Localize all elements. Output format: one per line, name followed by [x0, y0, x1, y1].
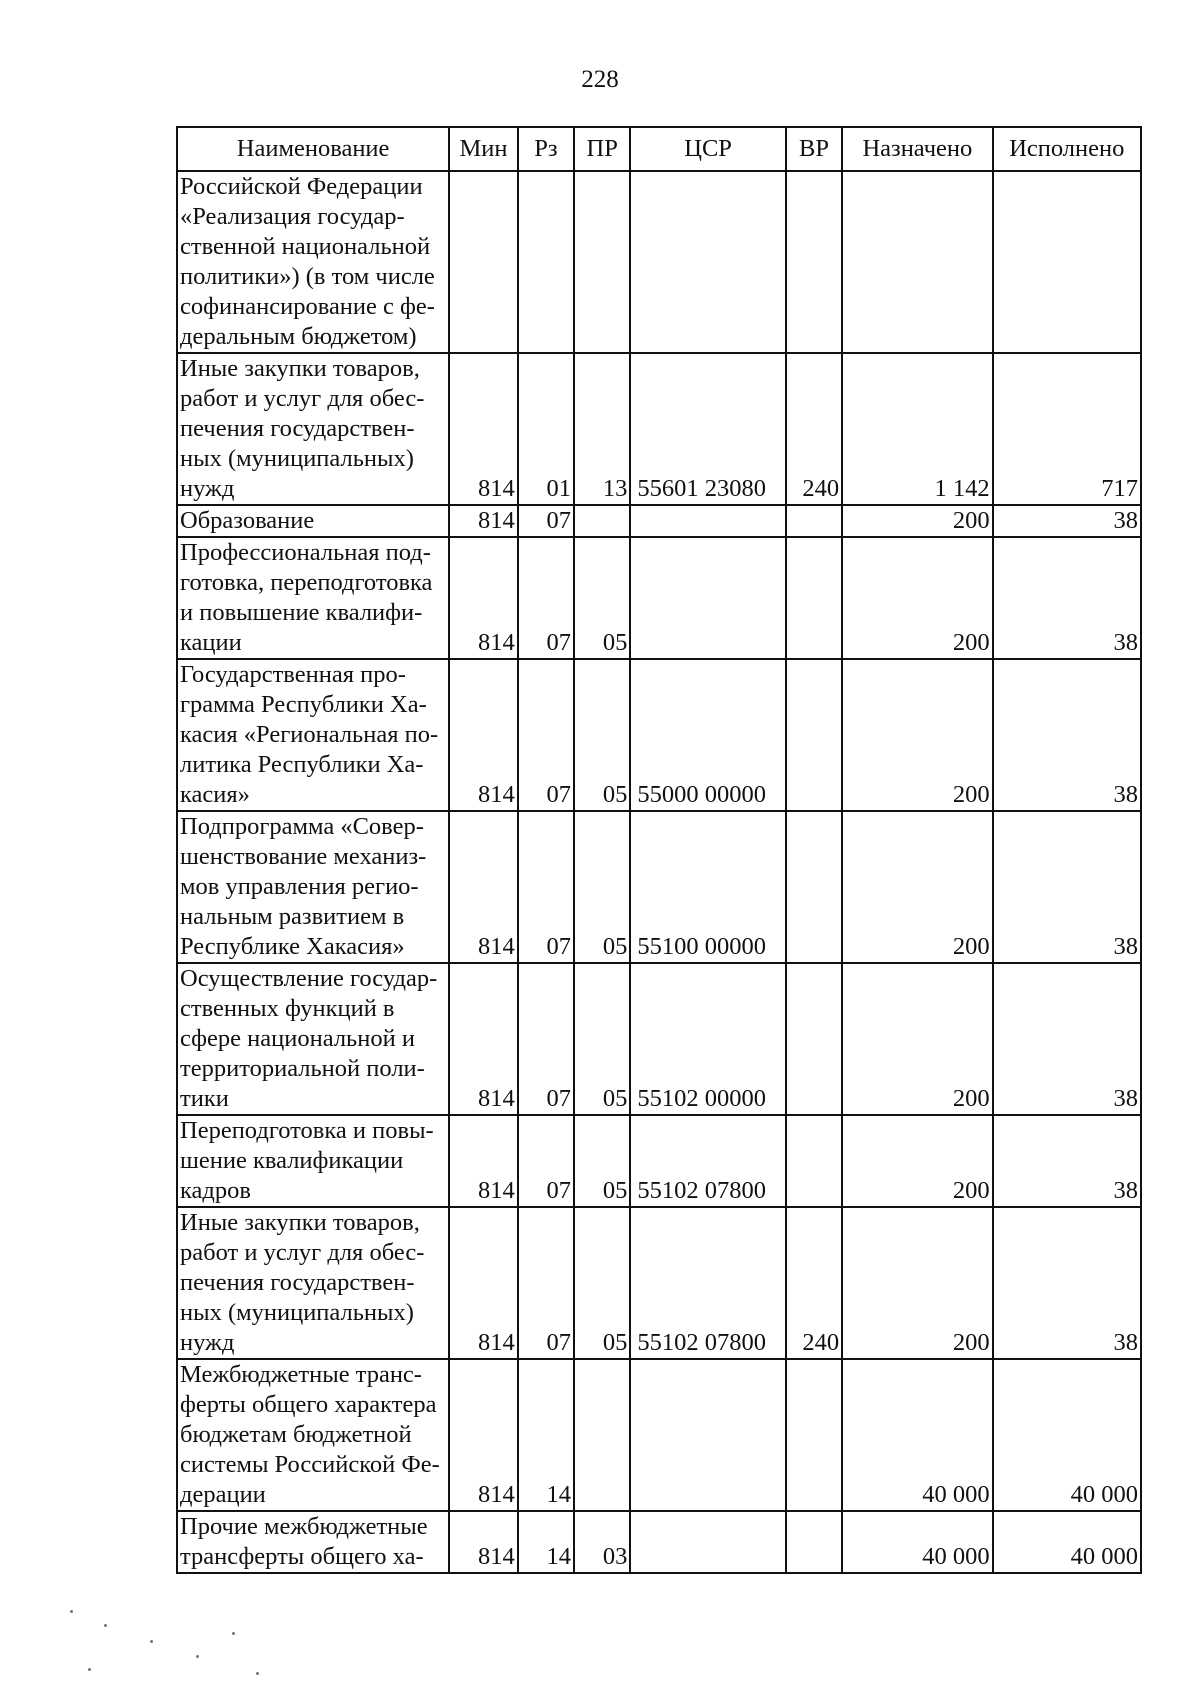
- cell-min: 814: [449, 659, 518, 811]
- cell-assigned: 200: [842, 811, 992, 963]
- scan-artifact: [196, 1655, 199, 1658]
- cell-assigned: 200: [842, 1207, 992, 1359]
- table-row: [177, 1359, 1141, 1511]
- cell-csr: 55102 00000: [630, 963, 786, 1115]
- cell-pr: 13: [574, 353, 630, 505]
- cell-pr: [574, 1359, 630, 1511]
- cell-rz: 07: [518, 659, 574, 811]
- cell-rz: 07: [518, 537, 574, 659]
- cell-name: Осуществление государ-ственных функций в сфере национальной и территориальной поли-тики: [177, 963, 449, 1115]
- cell-assigned: 1 142: [842, 353, 992, 505]
- cell-assigned: 200: [842, 1115, 992, 1207]
- cell-vr: [786, 659, 842, 811]
- cell-rz: 14: [518, 1359, 574, 1511]
- cell-assigned: 200: [842, 659, 992, 811]
- cell-vr: [786, 963, 842, 1115]
- cell-vr: [786, 505, 842, 537]
- header-assigned: Назначено: [842, 127, 992, 171]
- cell-vr: [786, 1359, 842, 1511]
- cell-rz: 07: [518, 963, 574, 1115]
- cell-name: Образование: [177, 505, 449, 537]
- header-vr: ВР: [786, 127, 842, 171]
- cell-name: Государственная про-грамма Республики Ха-касия «Региональная по-литика Республики Ха-касия»: [177, 659, 449, 811]
- cell-rz: 07: [518, 1207, 574, 1359]
- cell-pr: 05: [574, 811, 630, 963]
- cell-name: Иные закупки товаров, работ и услуг для обес-печения государствен-ных (муниципальных) нужд: [177, 1207, 449, 1359]
- cell-rz: 07: [518, 811, 574, 963]
- cell-vr: [786, 811, 842, 963]
- cell-csr: 55100 00000: [630, 811, 786, 963]
- cell-assigned: 40 000: [842, 1359, 992, 1511]
- cell-rz: 07: [518, 1115, 574, 1207]
- header-min: Мин: [449, 127, 518, 171]
- header-pr: ПР: [574, 127, 630, 171]
- cell-pr: 05: [574, 659, 630, 811]
- cell-assigned: 200: [842, 537, 992, 659]
- cell-csr: 55102 07800: [630, 1115, 786, 1207]
- scan-artifact: [104, 1624, 107, 1627]
- scan-artifact: [150, 1640, 153, 1643]
- cell-executed: 38: [993, 505, 1141, 537]
- cell-executed: 38: [993, 537, 1141, 659]
- cell-executed: 40 000: [993, 1511, 1141, 1573]
- cell-assigned: 200: [842, 505, 992, 537]
- cell-vr: 240: [786, 1207, 842, 1359]
- cell-min: 814: [449, 1115, 518, 1207]
- cell-min: 814: [449, 811, 518, 963]
- table-row: [177, 1511, 1141, 1573]
- cell-min: 814: [449, 537, 518, 659]
- cell-executed: 38: [993, 811, 1141, 963]
- cell-executed: 38: [993, 659, 1141, 811]
- cell-vr: [786, 171, 842, 353]
- table-row: [177, 1115, 1141, 1207]
- cell-executed: 38: [993, 963, 1141, 1115]
- cell-vr: [786, 1115, 842, 1207]
- cell-name: Переподготовка и повы-шение квалификации кадров: [177, 1115, 449, 1207]
- page-number: 228: [581, 66, 619, 93]
- cell-pr: 03: [574, 1511, 630, 1573]
- scan-artifact: [256, 1672, 259, 1675]
- table-row: [177, 505, 1141, 537]
- cell-name: Иные закупки товаров, работ и услуг для обес-печения государствен-ных (муниципальных) нужд: [177, 353, 449, 505]
- table-row: [177, 537, 1141, 659]
- cell-pr: 05: [574, 1207, 630, 1359]
- table-row: [177, 353, 1141, 505]
- table-row: [177, 171, 1141, 353]
- cell-min: 814: [449, 1359, 518, 1511]
- cell-rz: 14: [518, 1511, 574, 1573]
- cell-min: 814: [449, 1511, 518, 1573]
- table-row: [177, 1207, 1141, 1359]
- table-row: [177, 963, 1141, 1115]
- cell-assigned: 40 000: [842, 1511, 992, 1573]
- cell-csr: [630, 537, 786, 659]
- cell-name: Профессиональная под-готовка, переподготовка и повышение квалифи-кации: [177, 537, 449, 659]
- cell-rz: [518, 171, 574, 353]
- cell-min: 814: [449, 353, 518, 505]
- scan-artifact: [232, 1632, 235, 1635]
- header-rz: Рз: [518, 127, 574, 171]
- table-row: [177, 659, 1141, 811]
- cell-name: Прочие межбюджетные трансферты общего ха-: [177, 1511, 449, 1573]
- cell-csr: 55102 07800: [630, 1207, 786, 1359]
- cell-assigned: [842, 171, 992, 353]
- header-name: Наименование: [177, 127, 449, 171]
- cell-csr: [630, 505, 786, 537]
- cell-csr: 55601 23080: [630, 353, 786, 505]
- cell-name: Межбюджетные транс-ферты общего характера бюджетам бюджетной системы Российской Фе-дерации: [177, 1359, 449, 1511]
- scan-artifact: [70, 1610, 73, 1613]
- cell-executed: 40 000: [993, 1359, 1141, 1511]
- table-row: [177, 811, 1141, 963]
- cell-pr: [574, 505, 630, 537]
- cell-rz: 07: [518, 505, 574, 537]
- cell-pr: 05: [574, 963, 630, 1115]
- cell-vr: [786, 537, 842, 659]
- cell-csr: 55000 00000: [630, 659, 786, 811]
- cell-name: Российской Федерации «Реализация государ-ственной национальной политики») (в том числе софинансирование с фе-деральным бюджетом): [177, 171, 449, 353]
- cell-executed: [993, 171, 1141, 353]
- budget-table: [176, 126, 1142, 1574]
- cell-min: 814: [449, 505, 518, 537]
- cell-vr: 240: [786, 353, 842, 505]
- cell-csr: [630, 1511, 786, 1573]
- cell-assigned: 200: [842, 963, 992, 1115]
- table-header-row: [177, 127, 1141, 171]
- cell-executed: 717: [993, 353, 1141, 505]
- cell-executed: 38: [993, 1207, 1141, 1359]
- cell-min: 814: [449, 963, 518, 1115]
- cell-pr: 05: [574, 537, 630, 659]
- scan-artifact: [88, 1668, 91, 1671]
- cell-csr: [630, 1359, 786, 1511]
- cell-pr: 05: [574, 1115, 630, 1207]
- cell-csr: [630, 171, 786, 353]
- cell-rz: 01: [518, 353, 574, 505]
- cell-name: Подпрограмма «Совер-шенствование механиз-мов управления регио-нальным развитием в Республике Хакасия»: [177, 811, 449, 963]
- header-csr: ЦСР: [630, 127, 786, 171]
- cell-executed: 38: [993, 1115, 1141, 1207]
- cell-pr: [574, 171, 630, 353]
- cell-min: 814: [449, 1207, 518, 1359]
- cell-min: [449, 171, 518, 353]
- header-executed: Исполнено: [993, 127, 1141, 171]
- cell-vr: [786, 1511, 842, 1573]
